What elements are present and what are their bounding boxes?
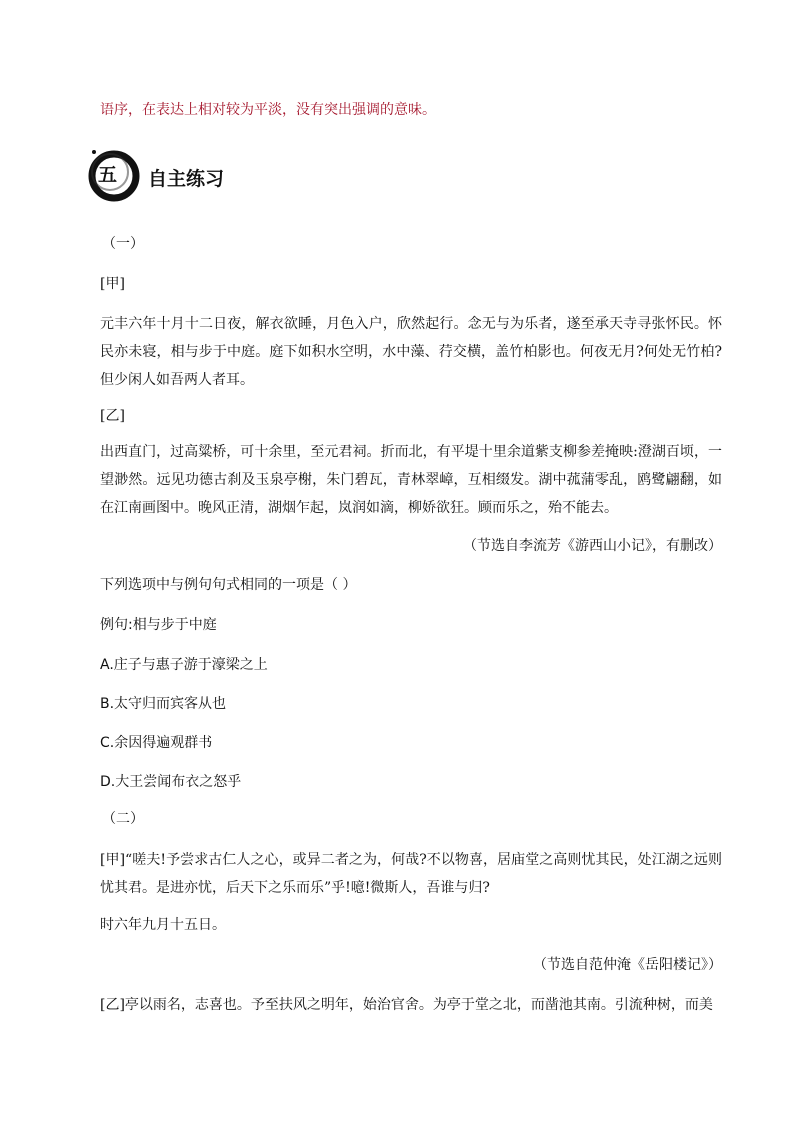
intro-tail-text: 语序，在表达上相对较为平淡，没有突出强调的意味。 [100,102,436,118]
question-option-b: B.太守归而宾客从也 [100,696,227,712]
part1-jia-text: 元丰六年十月十二日夜，解衣欲睡，月色入户，欣然起行。念无与为乐者，遂至承天寺寻张怀民。怀民亦未寝，相与步于中庭。庭下如积水空明，水中藻、荇交横，盖竹柏影也。何夜无月?何处无竹柏?但少闲人如吾两人者耳。 [100,316,722,388]
part2-date: 时六年九月十五日。 [100,917,226,933]
part1-jia-label: [甲] [100,276,125,292]
part2-source: （节选自范仲淹《岳阳楼记》） [533,957,722,973]
section-number: 五 [98,164,118,186]
part2-yi-text: [乙]亭以雨名，志喜也。予至扶风之明年，始治官舍。为亭于堂之北，而凿池其南。引流种树，而美 [100,997,713,1013]
question-example: 例句:相与步于中庭 [100,617,217,633]
part2-jia-text: [甲]“嗟夫!予尝求古仁人之心，或异二者之为，何哉?不以物喜，居庙堂之高则忧其民，处江湖之远则忧其君。是进亦忧，后天下之乐而乐”乎!噫!微斯人，吾谁与归? [100,852,722,896]
question-option-a: A.庄子与惠子游于濠梁之上 [100,657,268,673]
part1-source: （节选自李流芳《游西山小记》，有删改） [463,538,722,554]
question-option-d: D.大王尝闻布衣之怒乎 [100,774,242,790]
section-title: 自主练习 [148,168,225,190]
part1-label: （一） [102,236,144,252]
question-option-c: C.余因得遍观群书 [100,735,213,751]
part2-label: （二） [102,811,144,827]
part1-yi-text: 出西直门，过高粱桥，可十余里，至元君祠。折而北，有平堤十里余道紫支柳参差掩映:澄湖百顷，一望渺然。远见功德古刹及玉泉亭榭，朱门碧瓦，青林翠嶂，互相缀发。湖中菰蒲零乱，鸥鹭翩翻，如在江南画图中。晚风正清，湖烟乍起，岚润如滴，柳娇欲狂。顾而乐之，殆不能去。 [100,444,722,516]
section-heading [86,146,386,206]
part1-yi-label: [乙] [100,408,125,424]
question-stem: 下列选项中与例句句式相同的一项是（ ） [100,577,357,593]
